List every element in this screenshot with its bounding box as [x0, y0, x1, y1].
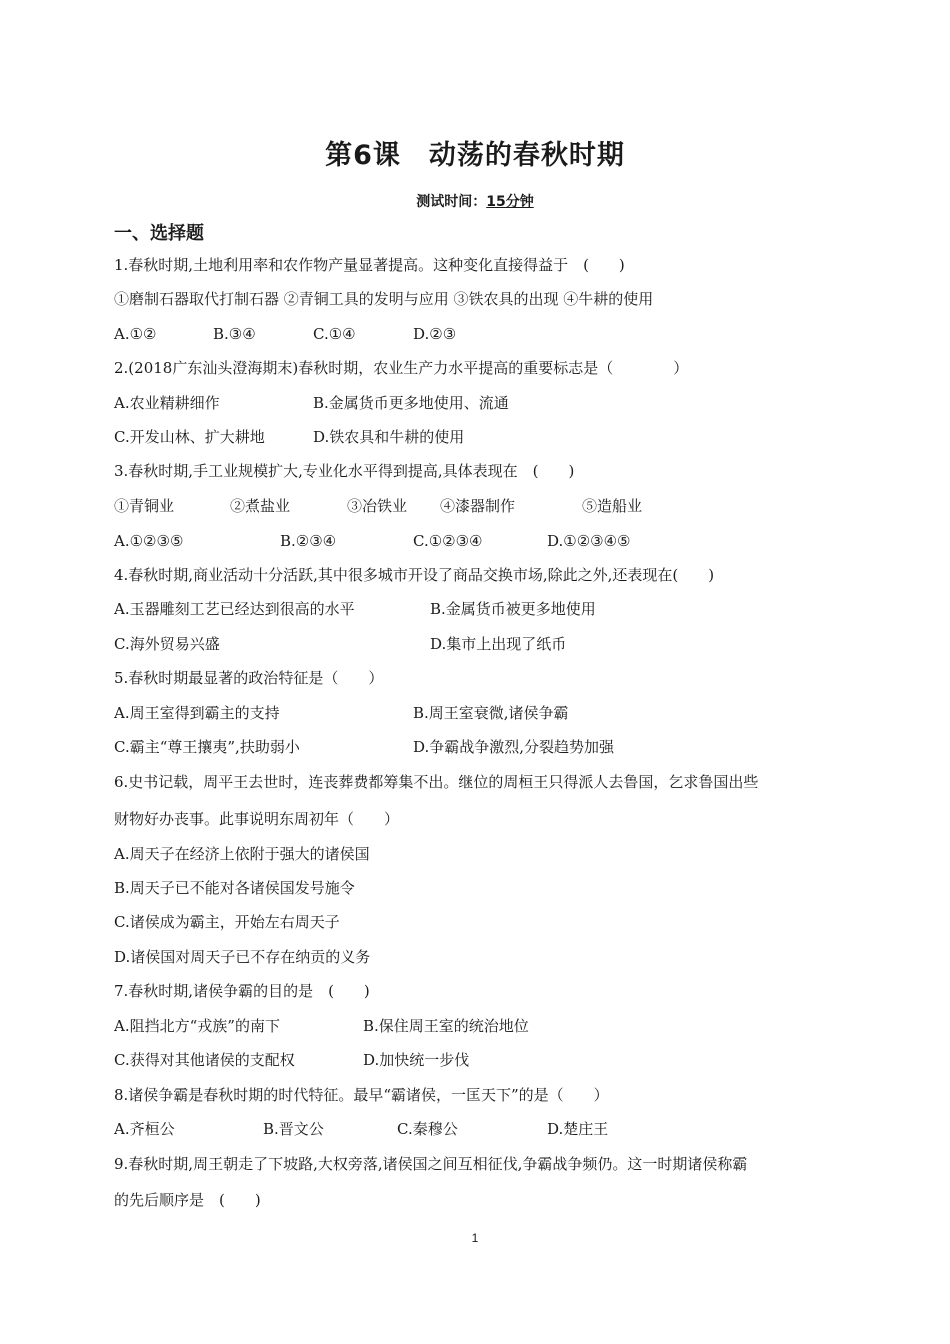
test-time: [0, 191, 950, 211]
question-4-option-b: B.金属货币被更多地使用: [430, 600, 596, 618]
question-6-stem-line-1: 6.史书记载，周平王去世时，连丧葬费都筹集不出。继位的周桓王只得派人去鲁国，乞求鲁国出些: [114, 773, 759, 791]
question-5-option-d: D.争霸战争激烈,分裂趋势加强: [413, 738, 615, 756]
question-4-option-c: C.海外贸易兴盛: [114, 635, 220, 653]
question-2-option-b: B.金属货币更多地使用、流通: [313, 394, 509, 412]
question-5-option-c: C.霸主“尊王攘夷”,扶助弱小: [114, 738, 300, 756]
question-8-option-d: D.楚庄王: [547, 1120, 609, 1138]
question-9-stem-line-2: 的先后顺序是 ( ): [114, 1191, 261, 1209]
question-3-item-4: ④漆器制作: [440, 497, 516, 515]
page-number: 1: [471, 1231, 479, 1245]
question-6-option-d: D.诸侯国对周天子已不存在纳贡的义务: [114, 948, 371, 966]
question-3-item-1: ①青铜业: [114, 497, 175, 515]
question-6-option-c: C.诸侯成为霸主，开始左右周天子: [114, 913, 340, 931]
question-3-option-b: B.②③④: [280, 532, 337, 550]
question-8-option-c: C.秦穆公: [397, 1120, 458, 1138]
question-3-option-d: D.①②③④⑤: [547, 532, 631, 550]
question-1-items: ①磨制石器取代打制石器 ②青铜工具的发明与应用 ③铁农具的出现 ④牛耕的使用: [114, 290, 654, 308]
question-3-stem: 3.春秋时期,手工业规模扩大,专业化水平得到提高,具体表现在 ( ): [114, 462, 575, 480]
question-9-stem-line-1: 9.春秋时期,周王朝走了下坡路,大权旁落,诸侯国之间互相征伐,争霸战争频仍。这一时期诸侯称霸: [114, 1155, 748, 1173]
question-2-option-d: D.铁农具和牛耕的使用: [313, 428, 465, 446]
question-1-option-a: A.①②: [114, 325, 157, 343]
question-7-stem: 7.春秋时期,诸侯争霸的目的是 ( ): [114, 982, 370, 1000]
question-4-option-d: D.集市上出现了纸币: [430, 635, 567, 653]
question-4-stem: 4.春秋时期,商业活动十分活跃,其中很多城市开设了商品交换市场,除此之外,还表现在( ): [114, 566, 715, 584]
test-time-value: 15分钟: [486, 194, 534, 210]
question-6-option-b: B.周天子已不能对各诸侯国发号施令: [114, 879, 355, 897]
question-8-option-b: B.晋文公: [263, 1120, 324, 1138]
question-3-item-2: ②煮盐业: [230, 497, 291, 515]
question-1-stem: 1.春秋时期,土地利用率和农作物产量显著提高。这种变化直接得益于 ( ): [114, 256, 625, 274]
question-3-option-c: C.①②③④: [413, 532, 483, 550]
section-heading: 一、选择题: [114, 223, 204, 244]
question-7-option-a: A.阻挡北方“戎族”的南下: [114, 1017, 280, 1035]
question-6-option-a: A.周天子在经济上依附于强大的诸侯国: [114, 845, 370, 863]
question-1-option-c: C.①④: [313, 325, 356, 343]
question-1-option-b: B.③④: [213, 325, 256, 343]
page-title: 第6课 动荡的春秋时期: [325, 140, 625, 171]
question-2-option-a: A.农业精耕细作: [114, 394, 220, 412]
question-3-item-3: ③冶铁业: [347, 497, 408, 515]
question-7-option-d: D.加快统一步伐: [363, 1051, 470, 1069]
question-5-stem: 5.春秋时期最显著的政治特征是（ ）: [114, 669, 384, 687]
question-5-option-a: A.周王室得到霸主的支持: [114, 704, 280, 722]
question-1-option-d: D.②③: [413, 325, 457, 343]
question-6-stem-line-2: 财物好办丧事。此事说明东周初年（ ）: [114, 810, 400, 828]
question-4-option-a: A.玉器雕刻工艺已经达到很高的水平: [114, 600, 355, 618]
question-2-option-c: C.开发山林、扩大耕地: [114, 428, 265, 446]
question-2-stem: 2.(2018广东汕头澄海期末)春秋时期，农业生产力水平提高的重要标志是（ ）: [114, 359, 689, 377]
test-time-label: 测试时间：: [416, 194, 487, 210]
question-8-option-a: A.齐桓公: [114, 1120, 175, 1138]
question-3-option-a: A.①②③⑤: [114, 532, 184, 550]
question-5-option-b: B.周王室衰微,诸侯争霸: [413, 704, 569, 722]
question-8-stem: 8.诸侯争霸是春秋时期的时代特征。最早“霸诸侯，一匡天下”的是（ ）: [114, 1086, 609, 1104]
question-3-item-5: ⑤造船业: [582, 497, 643, 515]
question-7-option-b: B.保住周王室的统治地位: [363, 1017, 529, 1035]
question-7-option-c: C.获得对其他诸侯的支配权: [114, 1051, 295, 1069]
